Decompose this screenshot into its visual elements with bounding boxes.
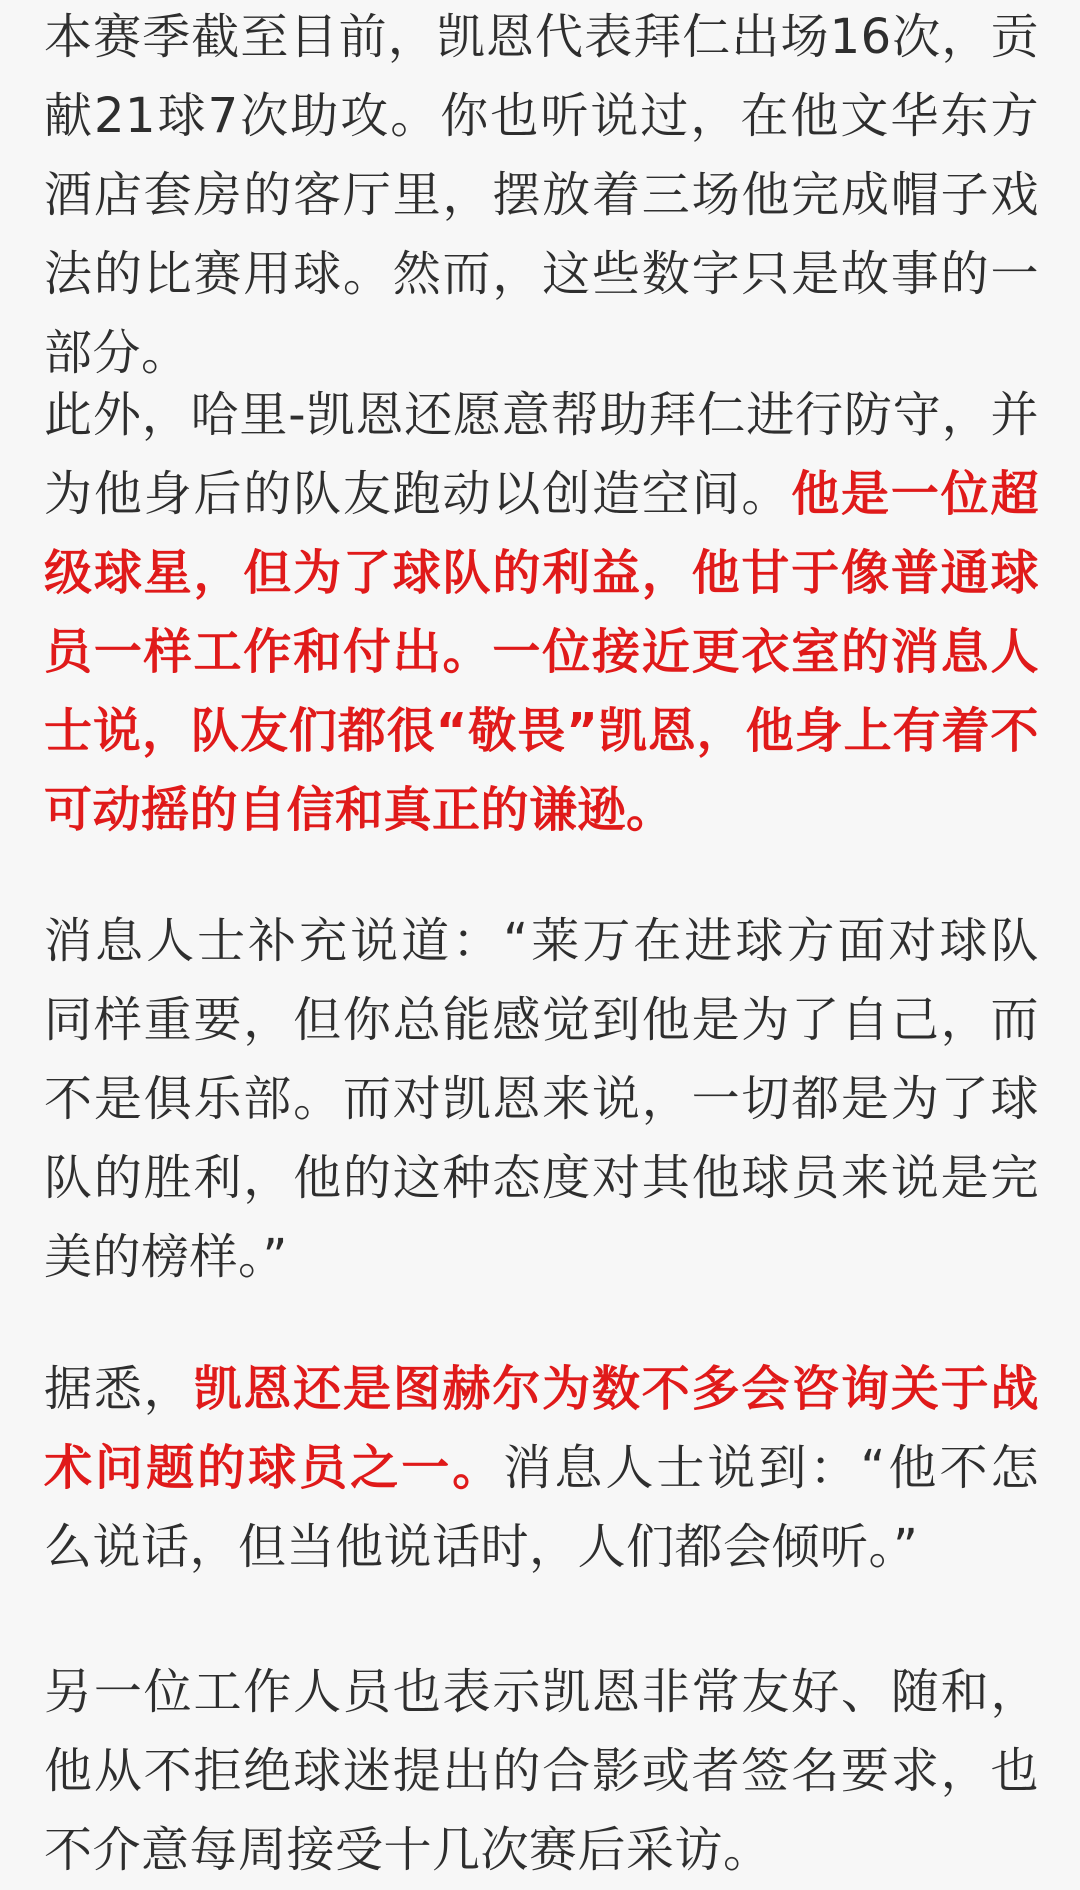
paragraph-tuchel-intro: 据悉， bbox=[44, 1361, 194, 1417]
paragraph-staff bbox=[44, 1653, 1039, 1890]
paragraph-source-quote-text: 消息人士补充说道：“莱万在进球方面对球队同样重要，但你总能感觉到他是为了自己，而不是俱乐部。而对凯恩来说，一切都是为了球队的胜利，他的这种态度对其他球员来说是完美的榜样。” bbox=[44, 913, 1039, 1285]
paragraph-tuchel bbox=[44, 1350, 1039, 1587]
paragraph-defense-highlight: 他是一位超级球星，但为了球队的利益，他甘于像普通球员一样工作和付出。一位接近更衣室的消息人士说，队友们都很“敬畏”凯恩，他身上有着不可动摇的自信和真正的谦逊。 bbox=[44, 466, 1039, 838]
paragraph-source-quote bbox=[44, 902, 1039, 1297]
paragraph-stats-text: 本赛季截至目前，凯恩代表拜仁出场16次，贡献21球7次助攻。你也听说过，在他文华东方酒店套房的客厅里，摆放着三场他完成帽子戏法的比赛用球。然而，这些数字只是故事的一部分。 bbox=[44, 9, 1039, 381]
paragraph-stats bbox=[44, 0, 1039, 393]
paragraph-staff-text: 另一位工作人员也表示凯恩非常友好、随和，他从不拒绝球迷提出的合影或者签名要求，也不介意每周接受十几次赛后采访。 bbox=[44, 1664, 1039, 1878]
paragraph-defense-text: 此外，哈里-凯恩还愿意帮助拜仁进行防守，并为他身后的队友跑动以创造空间。 bbox=[44, 387, 1039, 522]
paragraph-defense bbox=[44, 376, 1039, 850]
paragraph-tuchel-quote: 消息人士说到：“他不怎么说话，但当他说话时，人们都会倾听。” bbox=[44, 1440, 1039, 1575]
paragraph-tuchel-highlight: 凯恩还是图赫尔为数不多会咨询关于战术问题的球员之一。 bbox=[44, 1361, 1039, 1496]
